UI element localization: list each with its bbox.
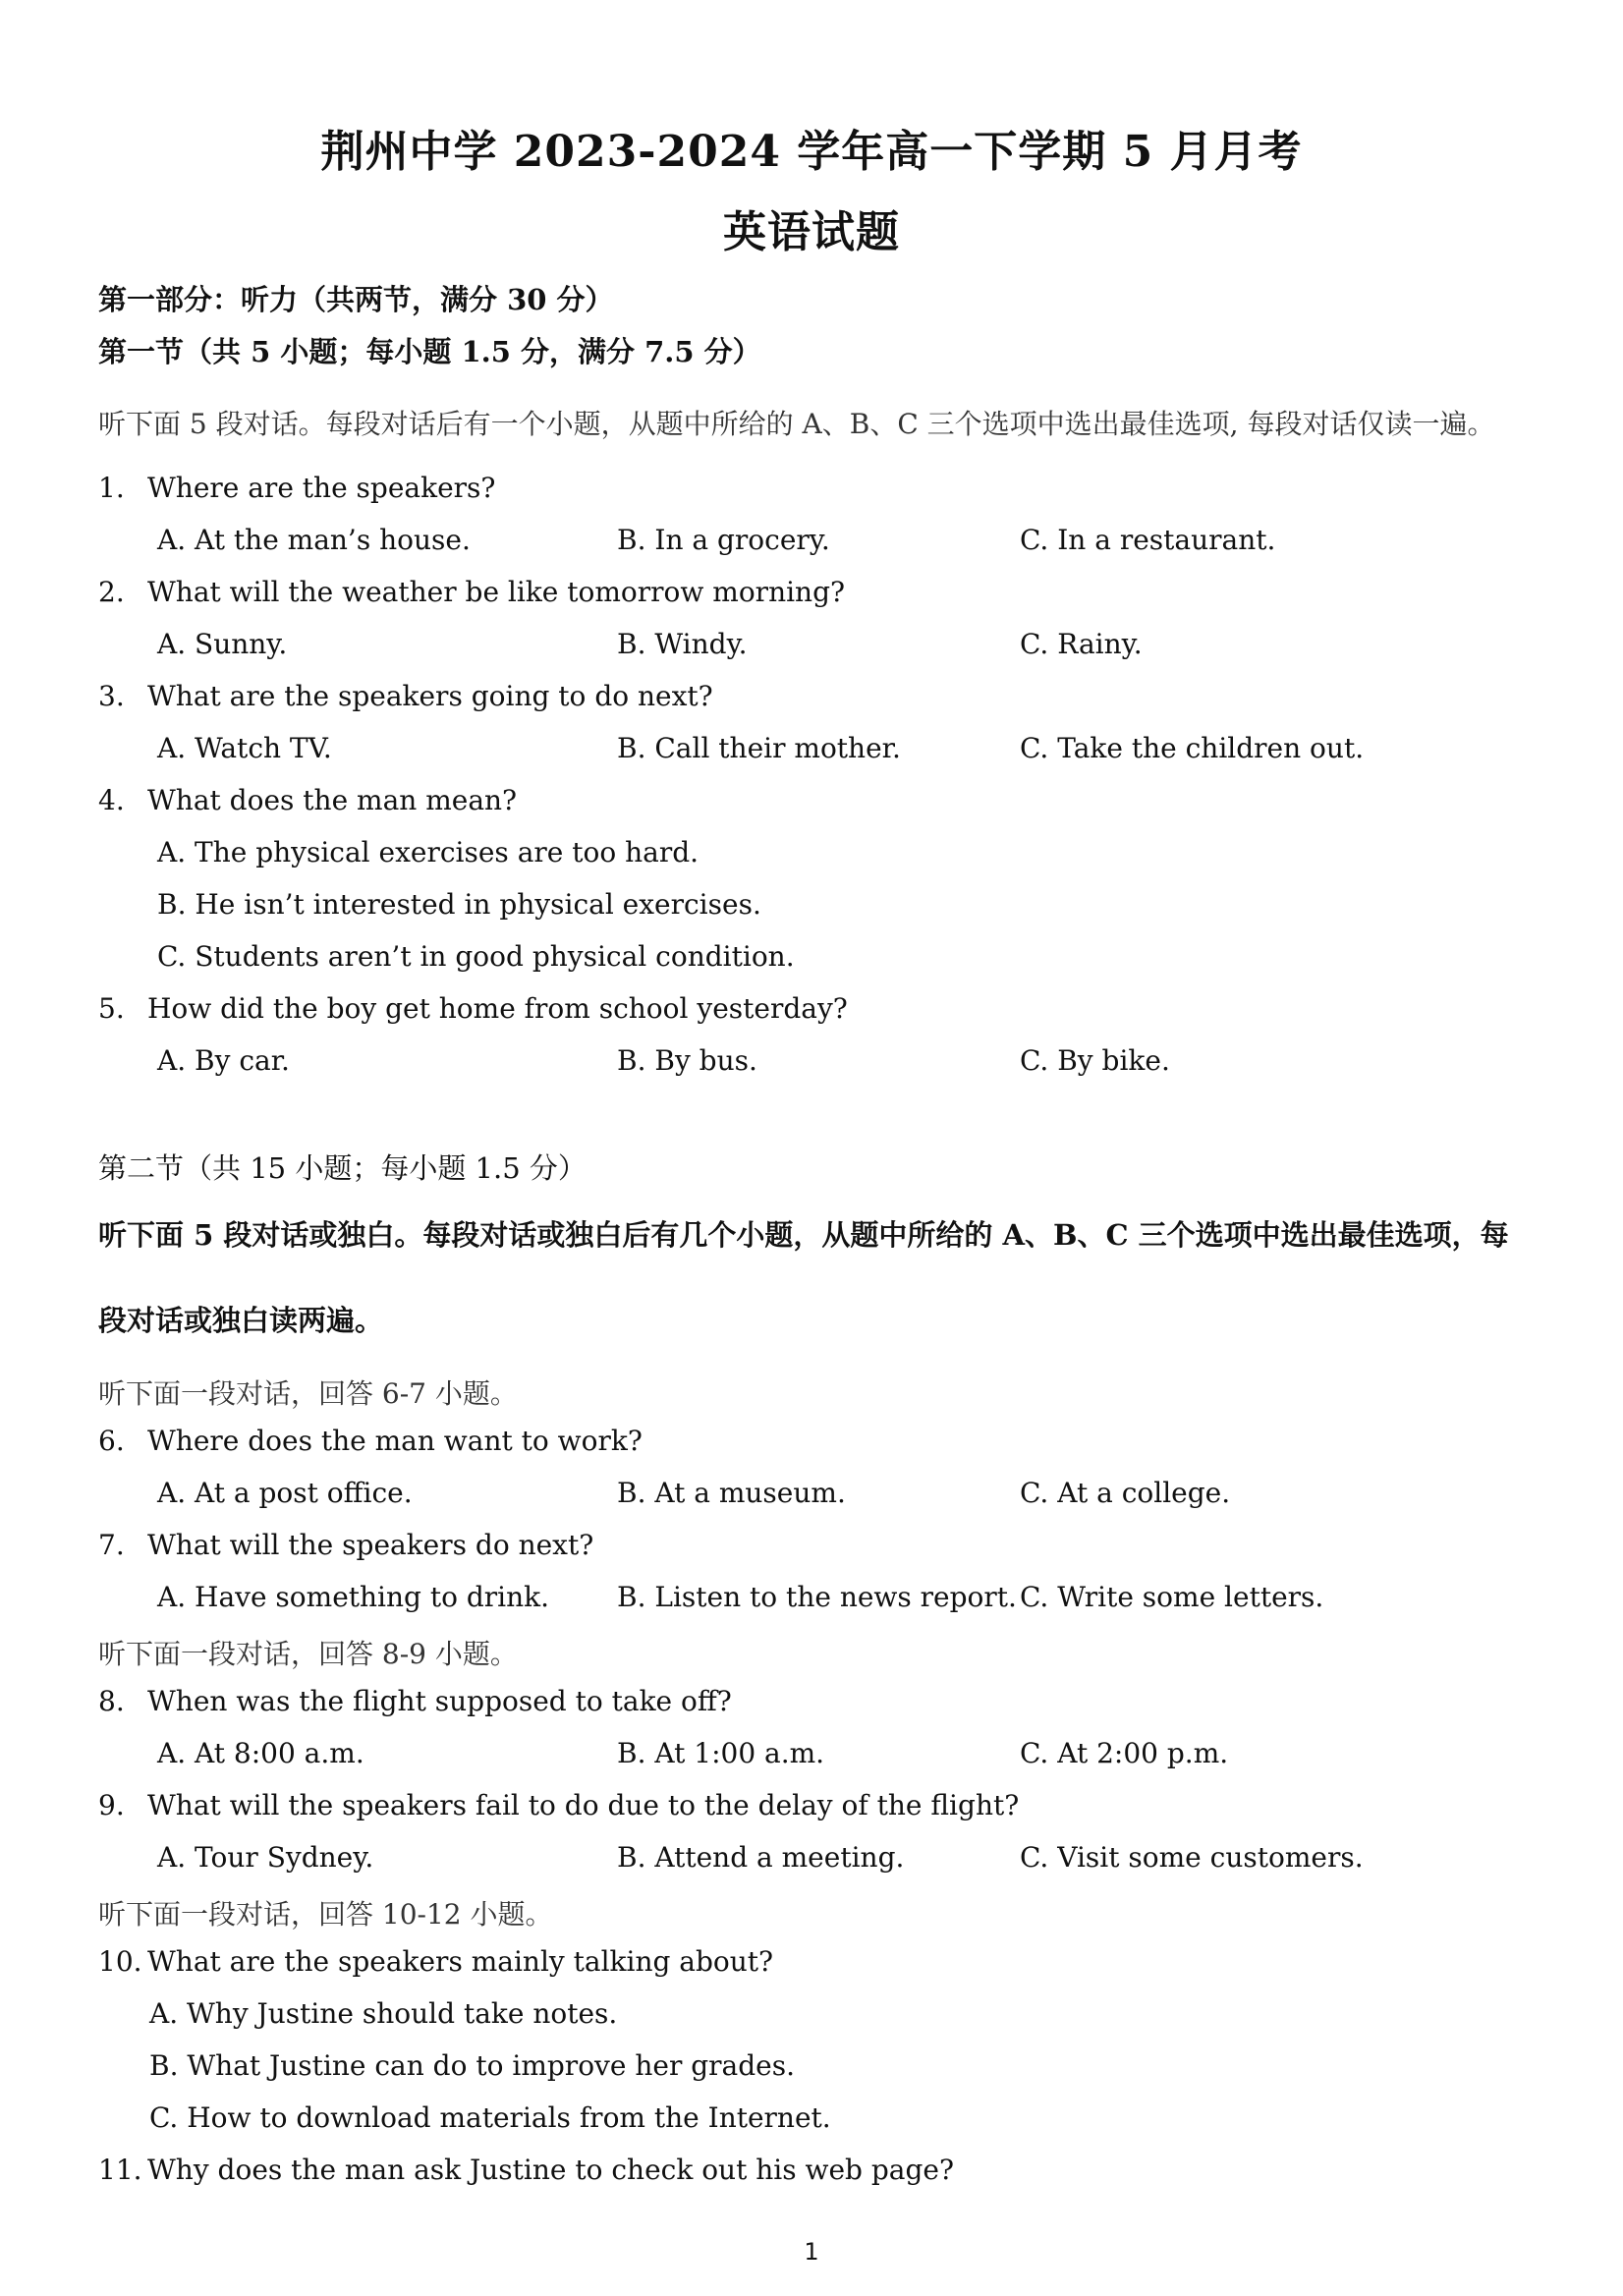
question-number: 7. [98,1529,125,1561]
q2-option-c: C. Rainy. [1020,628,1143,660]
section1-instruction: 听下面 5 段对话。每段对话后有一个小题，从题中所给的 A、B、C 三个选项中选出最佳选项, 每段对话仅读一遍。 [98,408,1495,440]
sub-instruction-10-12: 听下面一段对话，回答 10-12 小题。 [98,1898,553,1931]
q7-option-b: B. Listen to the news report. [617,1581,1017,1613]
q5-option-c: C. By bike. [1020,1044,1170,1077]
question-text: What will the weather be like tomorrow morning? [147,576,846,608]
part1-heading: 第一部分：听力（共两节，满分 30 分） [98,283,614,316]
q8-option-b: B. At 1:00 a.m. [617,1737,825,1769]
question-text: How did the boy get home from school yesterday? [147,992,848,1025]
q1-option-c: C. In a restaurant. [1020,524,1276,556]
q9-option-c: C. Visit some customers. [1020,1841,1364,1874]
question-number: 11. [98,2154,142,2186]
exam-subtitle: 英语试题 [723,207,900,257]
q4-option-a: A. The physical exercises are too hard. [157,836,700,868]
question-number: 8. [98,1685,125,1717]
page-number: 1 [804,2238,819,2266]
question-5 [98,992,848,1025]
q5-option-b: B. By bus. [617,1044,757,1077]
q3-option-c: C. Take the children out. [1020,732,1365,764]
q9-option-a: A. Tour Sydney. [157,1841,374,1874]
q5-option-a: A. By car. [157,1044,290,1077]
q6-option-b: B. At a museum. [617,1477,846,1509]
q6-option-c: C. At a college. [1020,1477,1231,1509]
q6-option-a: A. At a post office. [157,1477,413,1509]
question-text: What will the speakers do next? [147,1529,594,1561]
q7-option-c: C. Write some letters. [1020,1581,1324,1613]
question-number: 10. [98,1945,142,1978]
question-9 [98,1789,1019,1821]
question-number: 1. [98,472,125,504]
q1-option-a: A. At the man’s house. [157,524,471,556]
question-text: What does the man mean? [147,784,518,816]
question-8 [98,1685,732,1717]
question-7 [98,1529,593,1561]
q2-option-b: B. Windy. [617,628,748,660]
question-text: When was the flight supposed to take off? [147,1685,732,1717]
q10-option-a: A. Why Justine should take notes. [149,1997,618,2030]
question-2 [98,576,845,608]
question-text: Where does the man want to work? [147,1425,643,1457]
q4-option-b: B. He isn’t interested in physical exercises. [157,888,761,921]
question-text: What are the speakers going to do next? [147,680,713,712]
q2-option-a: A. Sunny. [157,628,288,660]
question-number: 3. [98,680,125,712]
question-number: 9. [98,1789,125,1821]
q8-option-c: C. At 2:00 p.m. [1020,1737,1229,1769]
section2-heading: 第二节（共 15 小题；每小题 1.5 分） [98,1151,587,1185]
q4-option-c: C. Students aren’t in good physical condition. [157,940,795,973]
question-text: What will the speakers fail to do due to the delay of the flight? [147,1789,1020,1821]
q1-option-b: B. In a grocery. [617,524,830,556]
exam-title: 荆州中学 2023-2024 学年高一下学期 5 月月考 [320,127,1303,177]
q10-option-b: B. What Justine can do to improve her grades. [149,2049,795,2082]
sub-instruction-6-7: 听下面一段对话，回答 6-7 小题。 [98,1377,518,1410]
q10-option-c: C. How to download materials from the Internet. [149,2101,831,2134]
question-1 [98,472,495,504]
question-text: Where are the speakers? [147,472,496,504]
q3-option-a: A. Watch TV. [157,732,332,764]
question-number: 6. [98,1425,125,1457]
sub-instruction-8-9: 听下面一段对话，回答 8-9 小题。 [98,1638,518,1670]
section2-instruction-line2: 段对话或独白读两遍。 [98,1304,384,1337]
question-6 [98,1425,643,1457]
question-10 [98,1945,773,1978]
question-number: 2. [98,576,125,608]
question-number: 4. [98,784,125,816]
question-3 [98,680,713,712]
q8-option-a: A. At 8:00 a.m. [157,1737,364,1769]
question-text: Why does the man ask Justine to check out his web page? [147,2154,954,2186]
q3-option-b: B. Call their mother. [617,732,901,764]
section1-heading: 第一节（共 5 小题；每小题 1.5 分，满分 7.5 分） [98,335,761,368]
section2-instruction-line1: 听下面 5 段对话或独白。每段对话或独白后有几个小题，从题中所给的 A、B、C 三个选项中选出最佳选项，每 [98,1218,1509,1252]
q9-option-b: B. Attend a meeting. [617,1841,905,1874]
question-11 [98,2154,954,2186]
q7-option-a: A. Have something to drink. [157,1581,550,1613]
question-text: What are the speakers mainly talking about? [147,1945,774,1978]
question-number: 5. [98,992,125,1025]
question-4 [98,784,517,816]
